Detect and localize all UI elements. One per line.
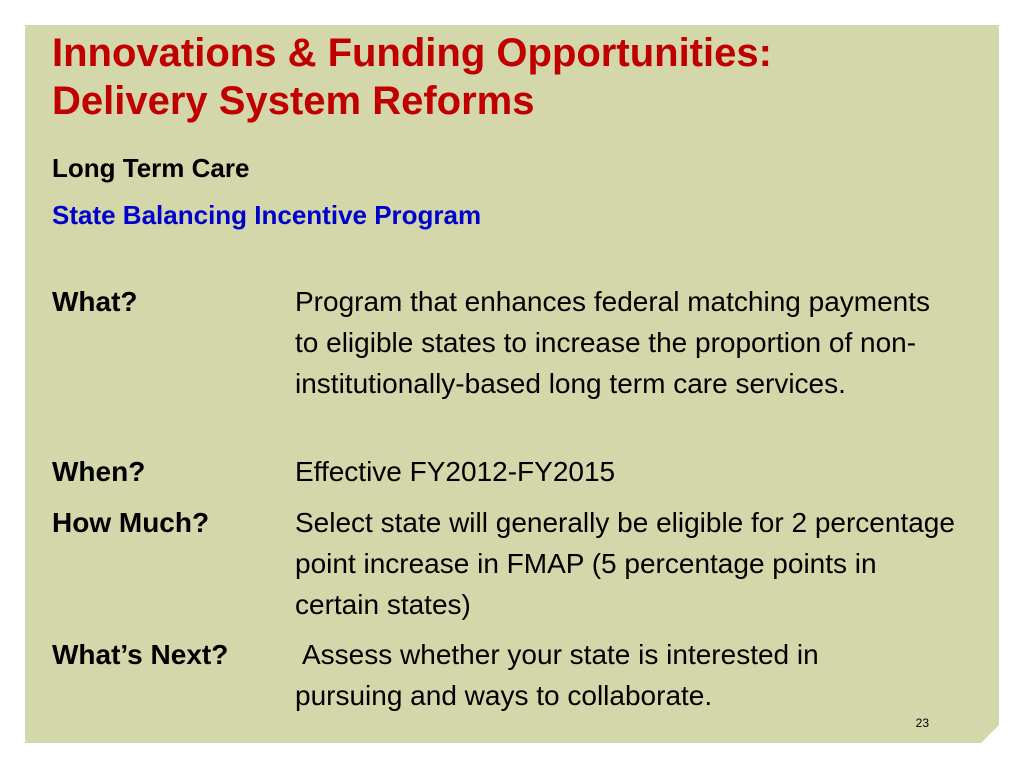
- slide-title: [52, 29, 772, 125]
- what-label: What?: [52, 286, 138, 317]
- slide-title-line-1: Innovations & Funding Opportunities:: [52, 31, 772, 75]
- slide: [25, 25, 999, 743]
- whats-next-text-line-1: Assess whether your state is interested in: [302, 639, 819, 670]
- whats-next-text-line-2: pursuing and ways to collaborate.: [295, 680, 713, 711]
- how-much-text: Select state will generally be eligible for 2 percentage point increase in FMAP (5 percentage points in certain states): [295, 507, 955, 620]
- whats-next-label: What’s Next?: [52, 639, 229, 670]
- program-heading: State Balancing Incentive Program: [52, 200, 482, 230]
- how-much-label: How Much?: [52, 507, 210, 538]
- folded-corner: [981, 725, 999, 743]
- when-text: Effective FY2012-FY2015: [295, 456, 616, 487]
- when-label: When?: [52, 456, 146, 487]
- what-text: Program that enhances federal matching payments to eligible states to increase the proportion of non-institutionally-based long term care services.: [295, 286, 931, 399]
- page-number: 23: [915, 716, 929, 730]
- section-heading: Long Term Care: [52, 153, 250, 183]
- slide-title-line-2: Delivery System Reforms: [52, 79, 535, 123]
- whats-next-text: [295, 634, 960, 716]
